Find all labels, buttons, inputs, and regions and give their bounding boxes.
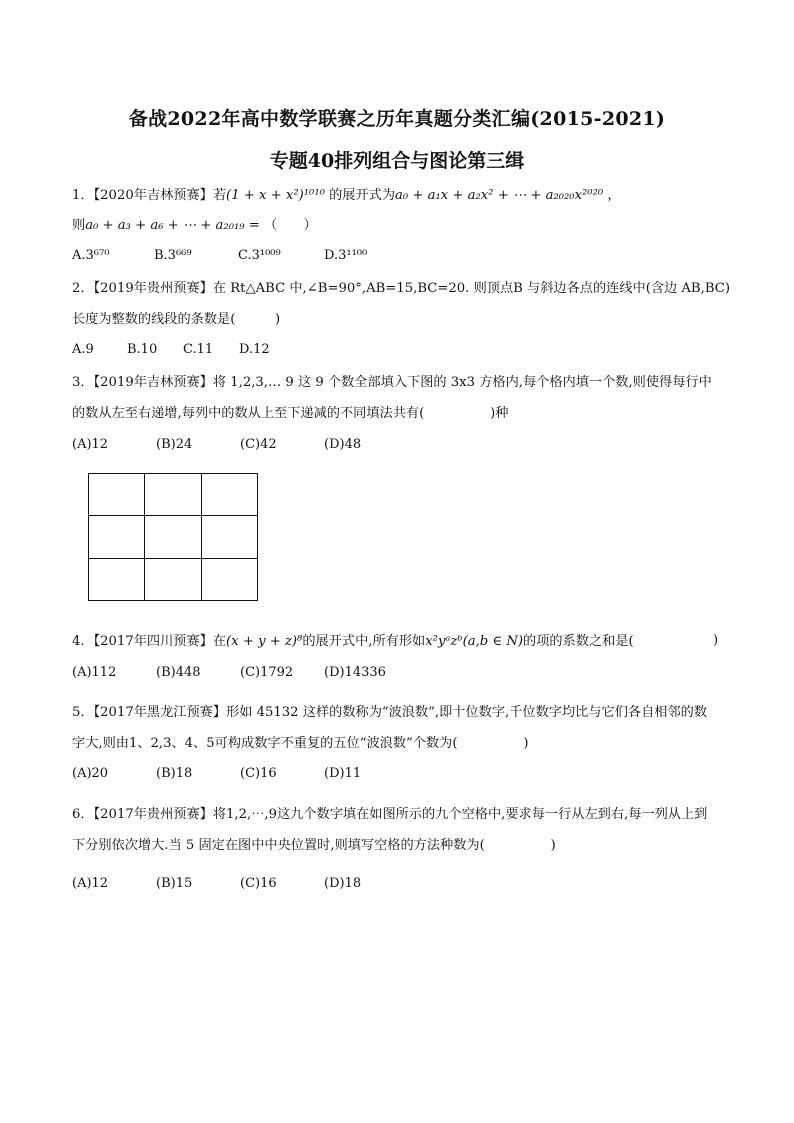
option-b: (B)15 [156, 876, 193, 891]
option-d: (D)14336 [324, 665, 386, 680]
option-d: (D)11 [324, 766, 362, 781]
question-3-line-1: 3．【2019年吉林预赛】将 1,2,3,… 9 这 9 个数全部填入下图的 3x3 方格内,每个格内填一个数,则使得每行中 [72, 375, 712, 390]
question-source-tag: 【2019年吉林预赛】 [93, 375, 213, 390]
option-b: (B)448 [156, 665, 201, 680]
grid-cell [145, 558, 201, 600]
question-2-line-2: 长度为整数的线段的条数是( ) [72, 312, 281, 327]
option-b: B.10 [127, 342, 158, 357]
answer-blank: （ ） [264, 218, 317, 233]
option-d: (D)18 [324, 876, 362, 891]
option-c: C.3¹⁰⁰⁹ [238, 248, 281, 263]
option-a: (A)12 [72, 437, 109, 452]
question-number: 6． [72, 807, 94, 822]
grid-cell [201, 474, 257, 516]
closing-paren: ) [713, 633, 719, 648]
three-by-three-grid [88, 473, 258, 601]
grid-cell [201, 516, 257, 558]
question-source-tag: 【2017年黑龙江预赛】 [93, 705, 227, 720]
math-expression: (x + y + z)⁸ [226, 634, 303, 649]
grid-cell [145, 516, 201, 558]
grid-cell [145, 474, 201, 516]
option-d: D.12 [239, 342, 270, 357]
document-title: 备战2022年高中数学联赛之历年真题分类汇编(2015-2021) [128, 108, 666, 130]
option-a: (A)112 [72, 665, 117, 680]
question-5-options [72, 766, 361, 781]
math-term: x²yᵃzᵇ(a,b ∈ N) [425, 634, 524, 649]
grid-cell [201, 558, 257, 600]
math-expression: (1 + x + x²)¹⁰¹⁰ [226, 188, 325, 203]
question-6-options [72, 876, 361, 891]
question-number: 1． [72, 188, 94, 203]
question-3-line-2: 的数从左至右递增,每列中的数从上至下递减的不同填法共有( )种 [72, 406, 509, 421]
option-b: (B)18 [156, 766, 193, 781]
math-sum: a₀ + a₃ + a₆ + ⋯ + a₂₀₁₉ = [85, 218, 260, 233]
grid-cell [89, 558, 145, 600]
question-source-tag: 【2017年贵州预赛】 [93, 807, 213, 822]
option-c: (C)16 [240, 876, 277, 891]
question-6-line-2: 下分别依次增大.当 5 固定在图中中央位置时,则填写空格的方法种数为( ) [72, 838, 556, 853]
question-number: 5． [72, 705, 94, 720]
question-5-line-2: 字大,则由1、2,3、4、5可构成数字不重复的五位“波浪数”个数为( ) [72, 736, 529, 751]
question-number: 2． [72, 281, 94, 296]
math-expansion: a₀ + a₁x + a₂x² + ⋯ + a₂₀₂₀x²⁰²⁰ [395, 188, 604, 203]
grid-cell [89, 474, 145, 516]
question-number: 3． [72, 375, 94, 390]
question-source-tag: 【2019年贵州预赛】 [93, 281, 213, 296]
grid-cell [89, 516, 145, 558]
question-4-options [72, 665, 386, 680]
question-1-options [72, 248, 367, 263]
option-b: B.3⁶⁶⁹ [154, 248, 192, 263]
question-1-line-2: 则a₀ + a₃ + a₆ + ⋯ + a₂₀₁₉ = （ ） [72, 218, 317, 233]
option-d: D.3¹¹⁰⁰ [324, 248, 368, 263]
option-d: (D)48 [324, 437, 362, 452]
option-a: (A)20 [72, 766, 109, 781]
option-a: (A)12 [72, 876, 109, 891]
question-3-options [72, 437, 361, 452]
question-5-line-1: 5．【2017年黑龙江预赛】形如 45132 这样的数称为“波浪数”,即十位数字,千位数字均比与它们各自相邻的数 [72, 705, 708, 720]
question-2-options [72, 342, 270, 357]
question-4-line-1: 4．【2017年四川预赛】在(x + y + z)⁸的展开式中,所有形如x²yᵃzᵇ(a,b ∈ N)的项的系数之和是( [72, 634, 634, 649]
question-6-line-1: 6．【2017年贵州预赛】将1,2,⋯,9这九个数字填在如图所示的九个空格中,要求每一行从左到右,每一列从上到 [72, 807, 708, 822]
question-source-tag: 【2020年吉林预赛】 [93, 188, 213, 203]
option-c: (C)16 [240, 766, 277, 781]
option-b: (B)24 [156, 437, 193, 452]
document-subtitle: 专题40排列组合与图论第三缉 [269, 150, 525, 172]
question-2-line-1: 2．【2019年贵州预赛】在 Rt△ABC 中,∠B=90°,AB=15,BC=20. 则顶点B 与斜边各点的连线中(含边 AB,BC) [72, 281, 730, 296]
question-source-tag: 【2017年四川预赛】 [93, 634, 213, 649]
option-c: (C)1792 [240, 665, 294, 680]
option-c: (C)42 [240, 437, 277, 452]
option-a: A.9 [72, 342, 94, 357]
option-a: A.3⁶⁷⁰ [72, 248, 110, 263]
question-number: 4． [72, 634, 94, 649]
question-1-line-1: 1．【2020年吉林预赛】若(1 + x + x²)¹⁰¹⁰ 的展开式为a₀ + a₁x + a₂x² + ⋯ + a₂₀₂₀x²⁰²⁰ ， [72, 188, 621, 203]
option-c: C.11 [183, 342, 214, 357]
